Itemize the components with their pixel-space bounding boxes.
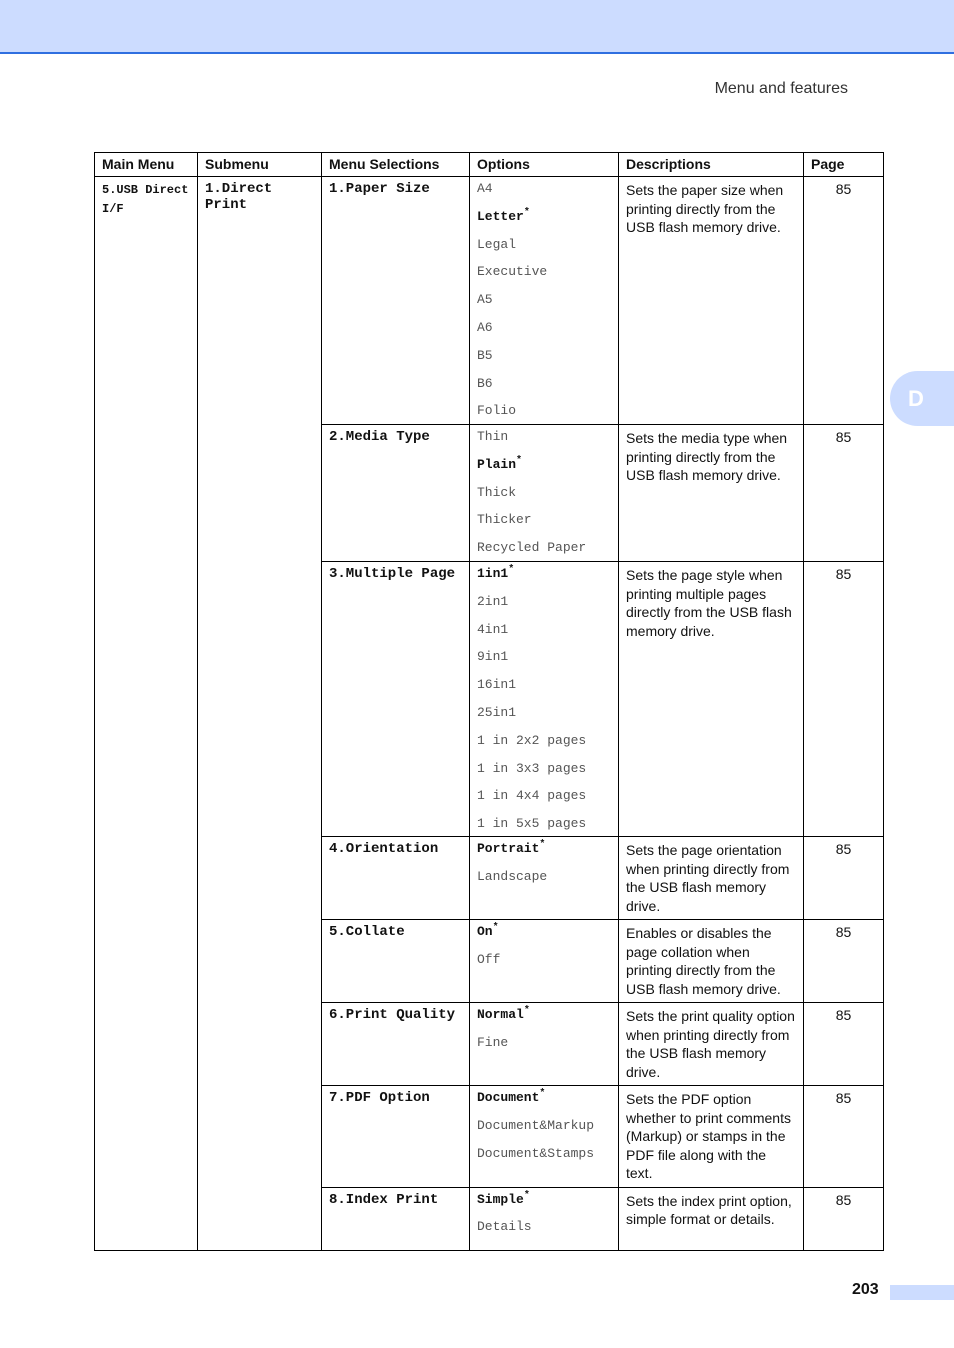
option-label: A6 [477, 319, 493, 335]
option-label: Executive [477, 264, 548, 280]
column-header: Main Menu [95, 153, 198, 177]
option-item [477, 622, 611, 638]
page-reference-cell: 85 [804, 1086, 884, 1188]
option-item [477, 320, 611, 336]
option-item [477, 677, 611, 693]
option-label: 16in1 [477, 677, 517, 693]
option-label: Off [477, 951, 501, 967]
options-cell [470, 837, 619, 920]
option-label: 1 in 2x2 pages [477, 732, 587, 748]
default-marker: * [492, 922, 499, 934]
option-item [477, 429, 611, 445]
option-label: Simple [477, 1191, 524, 1207]
option-label: Details [477, 1219, 532, 1235]
description-cell: Enables or disables the page collation when printing directly from the USB flash memory drive. [619, 920, 804, 1003]
option-label: Document&Stamps [477, 1145, 595, 1161]
option-item [477, 403, 611, 419]
page-reference-cell: 85 [804, 177, 884, 425]
description-cell: Sets the paper size when printing directly from the USB flash memory drive. [619, 177, 804, 425]
option-item [477, 788, 611, 804]
option-label: Folio [477, 403, 517, 419]
option-item [477, 348, 611, 364]
option-label: 25in1 [477, 704, 517, 720]
page-number: 203 [852, 1281, 879, 1298]
top-header-band [0, 0, 954, 54]
option-item [477, 512, 611, 528]
column-header: Page [804, 153, 884, 177]
options-cell [470, 1187, 619, 1250]
option-item [477, 264, 611, 280]
main-menu-cell: 5.USB Direct I/F [95, 177, 198, 1251]
table-header-row [95, 153, 884, 177]
option-label: B5 [477, 347, 493, 363]
option-label: Legal [477, 236, 517, 252]
option-item [477, 841, 611, 857]
option-label: 4in1 [477, 621, 509, 637]
page-reference-cell: 85 [804, 1003, 884, 1086]
menu-selection-cell: 5.Collate [322, 920, 470, 1003]
table-row [95, 177, 884, 425]
page-reference-cell: 85 [804, 1187, 884, 1250]
option-item [477, 1035, 611, 1051]
page-reference-cell: 85 [804, 562, 884, 837]
default-marker: * [523, 1190, 530, 1202]
option-item [477, 733, 611, 749]
option-item [477, 761, 611, 777]
option-label: Plain [477, 456, 517, 472]
option-label: Recycled Paper [477, 540, 587, 556]
option-item [477, 376, 611, 392]
option-label: Letter [477, 208, 524, 224]
option-item [477, 924, 611, 940]
options-cell [470, 1086, 619, 1188]
description-cell: Sets the index print option, simple format or details. [619, 1187, 804, 1250]
option-item [477, 1090, 611, 1106]
option-item [477, 1219, 611, 1235]
option-item [477, 566, 611, 582]
option-item [477, 952, 611, 968]
options-cell [470, 562, 619, 837]
default-marker: * [508, 564, 515, 576]
option-item [477, 1146, 611, 1162]
options-cell [470, 920, 619, 1003]
option-item [477, 869, 611, 885]
option-item [477, 1007, 611, 1023]
description-cell: Sets the page orientation when printing directly from the USB flash memory drive. [619, 837, 804, 920]
menu-selection-cell: 6.Print Quality [322, 1003, 470, 1086]
menu-selection-cell: 7.PDF Option [322, 1086, 470, 1188]
chapter-tab [890, 371, 954, 426]
option-label: A5 [477, 292, 493, 308]
description-cell: Sets the page style when printing multiple pages directly from the USB flash memory drive. [619, 562, 804, 837]
option-item [477, 1192, 611, 1208]
menu-selection-cell: 1.Paper Size [322, 177, 470, 425]
options-cell [470, 425, 619, 562]
option-label: 1 in 3x3 pages [477, 760, 587, 776]
menu-table [94, 152, 884, 1251]
option-item [477, 1118, 611, 1134]
option-label: 1 in 5x5 pages [477, 816, 587, 832]
menu-selection-cell: 2.Media Type [322, 425, 470, 562]
option-label: 2in1 [477, 593, 509, 609]
footer-band [890, 1285, 954, 1300]
default-marker: * [516, 455, 523, 467]
option-item [477, 237, 611, 253]
option-item [477, 540, 611, 556]
option-item [477, 594, 611, 610]
description-cell: Sets the media type when printing directly from the USB flash memory drive. [619, 425, 804, 562]
option-label: 1 in 4x4 pages [477, 788, 587, 804]
menu-selection-cell: 3.Multiple Page [322, 562, 470, 837]
option-label: 9in1 [477, 649, 509, 665]
column-header: Submenu [198, 153, 322, 177]
option-label: Landscape [477, 868, 548, 884]
option-label: Thick [477, 484, 517, 500]
submenu-cell: 1.Direct Print [198, 177, 322, 1251]
column-header: Descriptions [619, 153, 804, 177]
option-item [477, 649, 611, 665]
page-reference-cell: 85 [804, 837, 884, 920]
option-label: A4 [477, 181, 493, 196]
option-item [477, 292, 611, 308]
running-title: Menu and features [714, 80, 848, 97]
option-item [477, 209, 611, 225]
description-cell: Sets the print quality option when printing directly from the USB flash memory drive. [619, 1003, 804, 1086]
options-cell [470, 177, 619, 425]
chapter-tab-letter: D [908, 385, 924, 411]
option-label: Fine [477, 1034, 509, 1050]
options-cell [470, 1003, 619, 1086]
option-item [477, 181, 611, 197]
option-label: Document [477, 1090, 540, 1106]
option-item [477, 705, 611, 721]
option-label: Thin [477, 429, 509, 444]
option-label: Portrait [477, 841, 540, 857]
option-label: Thicker [477, 512, 532, 528]
default-marker: * [523, 207, 530, 219]
option-label: 1in1 [477, 566, 509, 581]
page-reference-cell: 85 [804, 425, 884, 562]
option-label: Document&Markup [477, 1117, 595, 1133]
option-label: Normal [477, 1007, 524, 1023]
column-header: Options [470, 153, 619, 177]
description-cell: Sets the PDF option whether to print comments (Markup) or stamps in the PDF file along with the text. [619, 1086, 804, 1188]
option-label: On [477, 924, 493, 940]
option-item [477, 485, 611, 501]
default-marker: * [539, 1088, 546, 1100]
default-marker: * [539, 839, 546, 851]
option-item [477, 457, 611, 473]
page-reference-cell: 85 [804, 920, 884, 1003]
default-marker: * [523, 1005, 530, 1017]
menu-selection-cell: 4.Orientation [322, 837, 470, 920]
menu-selection-cell: 8.Index Print [322, 1187, 470, 1250]
option-item [477, 816, 611, 832]
option-label: B6 [477, 375, 493, 391]
column-header: Menu Selections [322, 153, 470, 177]
